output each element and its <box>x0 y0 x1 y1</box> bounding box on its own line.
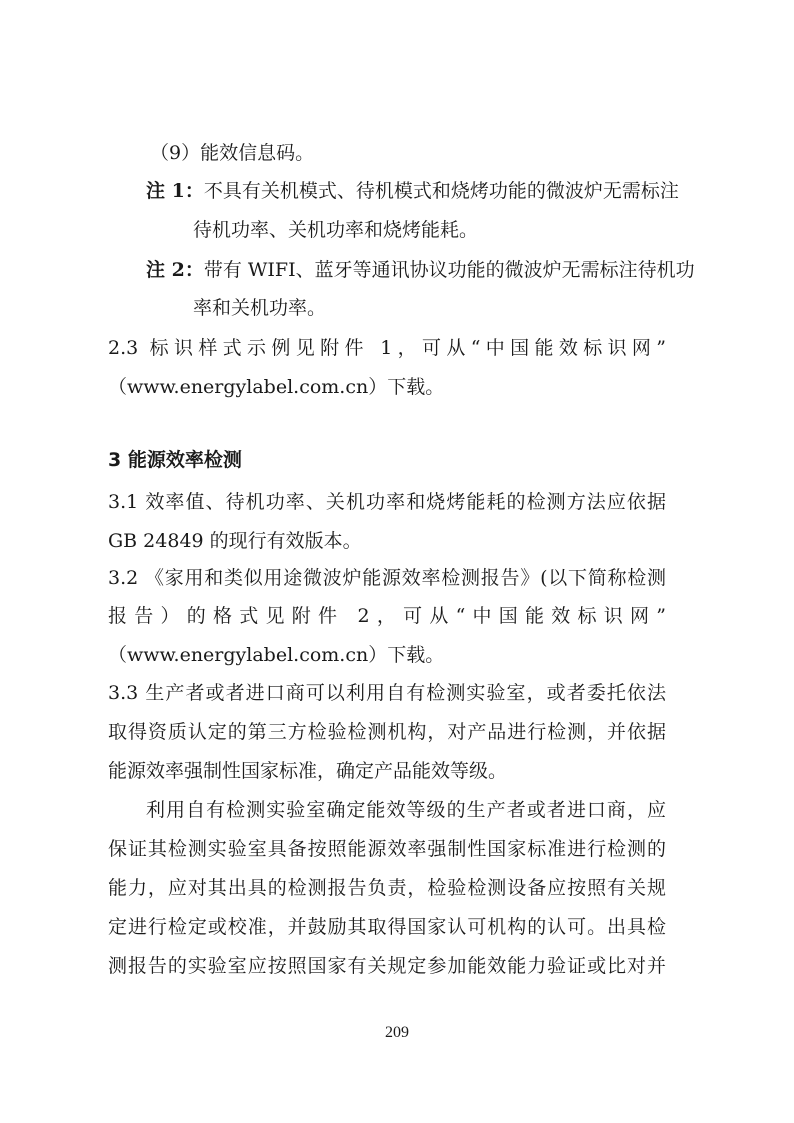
paragraph-line-5: 测报告的实验室应按照国家有关规定参加能效能力验证或比对并 <box>108 955 666 977</box>
item-9: （9）能效信息码。 <box>150 142 315 164</box>
paragraph-line-4: 定进行检定或校准，并鼓励其取得国家认可机构的认可。出具检 <box>108 916 666 938</box>
section-3-2-line-1: 3.2 《家用和类似用途微波炉能源效率检测报告》(以下简称检测 <box>108 567 666 589</box>
section-3-2-line-2: 报告）的格式见附件 2，可从“中国能效标识网” <box>108 605 666 627</box>
section-3-3-line-1: 3.3 生产者或者进口商可以利用自有检测实验室，或者委托依法 <box>108 682 666 704</box>
note-1-line-1 <box>146 179 679 203</box>
note-2-line-2: 率和关机功率。 <box>193 297 327 319</box>
section-3-1-line-1: 3.1 效率值、待机功率、关机功率和烧烤能耗的检测方法应依据 <box>108 491 666 513</box>
section-3-1-line-2: GB 24849 的现行有效版本。 <box>108 530 362 552</box>
note-1-text-1: 不具有关机模式、待机模式和烧烤功能的微波炉无需标注 <box>203 180 679 202</box>
note-1-label: 注 1： <box>146 180 204 202</box>
note-2-text-1: 带有 WIFI、蓝牙等通讯协议功能的微波炉无需标注待机功 <box>203 259 695 281</box>
section-3-heading: 3 能源效率检测 <box>108 449 242 471</box>
paragraph-line-1: 利用自有检测实验室确定能效等级的生产者或者进口商，应 <box>146 799 666 821</box>
paragraph-line-3: 能力，应对其出具的检测报告负责，检验检测设备应按照有关规 <box>108 877 666 899</box>
section-3-2-line-3: （www.energylabel.com.cn）下载。 <box>108 644 445 666</box>
note-1-line-2: 待机功率、关机功率和烧烤能耗。 <box>193 219 479 241</box>
page-number: 209 <box>385 1024 409 1041</box>
section-3-3-line-3: 能源效率强制性国家标准，确定产品能效等级。 <box>108 760 508 782</box>
note-2-line-1 <box>146 258 695 282</box>
note-2-label: 注 2： <box>146 259 204 281</box>
paragraph-line-2: 保证其检测实验室具备按照能源效率强制性国家标准进行检测的 <box>108 838 666 860</box>
section-2-3-line-2: （www.energylabel.com.cn）下载。 <box>108 376 445 398</box>
section-3-3-line-2: 取得资质认定的第三方检验检测机构，对产品进行检测，并依据 <box>108 721 666 743</box>
section-2-3-line-1: 2.3 标识样式示例见附件 1，可从“中国能效标识网” <box>108 337 666 359</box>
